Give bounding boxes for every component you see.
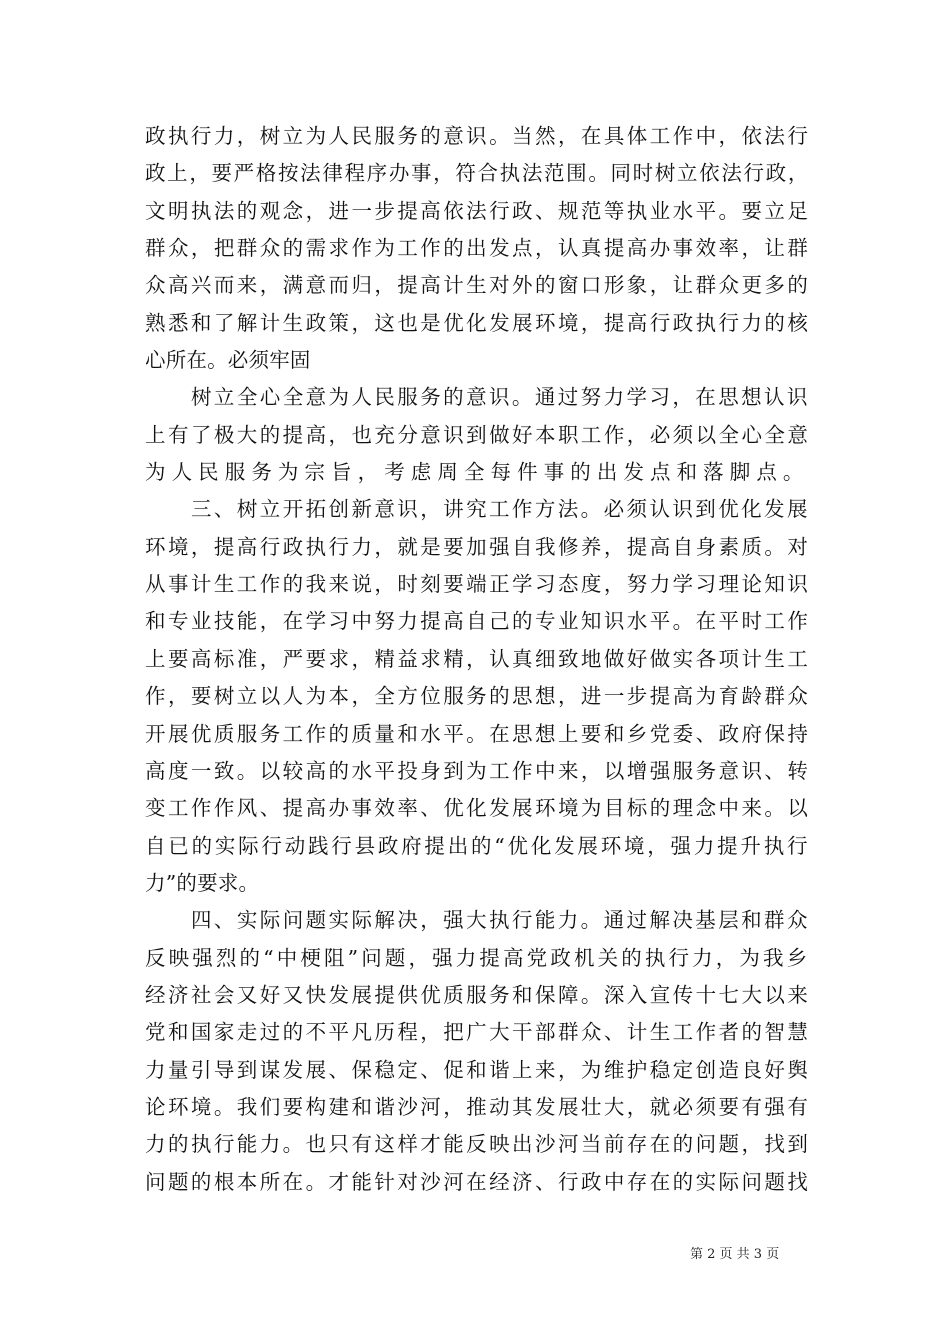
text-line: 自已的实际行动践行县政府提出的“优化发展环境，强力提升执行 bbox=[145, 833, 811, 858]
text-line: 开展优质服务工作的质量和水平。在思想上要和乡党委、政府保持 bbox=[145, 721, 811, 746]
text-line: 党和国家走过的不平凡历程，把广大干部群众、计生工作者的智慧 bbox=[145, 1020, 811, 1045]
text-line: 和专业技能，在学习中努力提高自己的专业知识水平。在平时工作 bbox=[145, 609, 811, 634]
text-line: 上有了极大的提高，也充分意识到做好本职工作，必须以全心全意 bbox=[145, 422, 811, 447]
text-line: 力的执行能力。也只有这样才能反映出沙河当前存在的问题，找到 bbox=[145, 1132, 811, 1157]
text-line: 力”的要求。 bbox=[145, 870, 260, 895]
text-line: 四、实际问题实际解决，强大执行能力。通过解决基层和群众 bbox=[191, 908, 810, 933]
text-line: 反映强烈的“中梗阻”问题，强力提高党政机关的执行力，为我乡 bbox=[145, 945, 811, 970]
text-line: 经济社会又好又快发展提供优质服务和保障。深入宣传十七大以来 bbox=[145, 982, 811, 1007]
text-line: 心所在。必须牢固 bbox=[145, 348, 311, 373]
text-line: 变工作作风、提高办事效率、优化发展环境为目标的理念中来。以 bbox=[145, 796, 811, 821]
text-line: 政执行力，树立为人民服务的意识。当然，在具体工作中，依法行 bbox=[145, 124, 811, 148]
text-line: 三、树立开拓创新意识，讲究工作方法。必须认识到优化发展 bbox=[191, 497, 810, 522]
text-line: 众高兴而来，满意而归，提高计生对外的窗口形象，让群众更多的 bbox=[145, 273, 811, 298]
text-line: 树立全心全意为人民服务的意识。通过努力学习，在思想认识 bbox=[191, 385, 810, 410]
text-line: 群众，把群众的需求作为工作的出发点，认真提高办事效率，让群 bbox=[145, 236, 811, 261]
text-line: 为人民服务为宗旨，考虑周全每件事的出发点和落脚点。 bbox=[145, 460, 810, 485]
text-line: 论环境。我们要构建和谐沙河，推动其发展壮大，就必须要有强有 bbox=[145, 1094, 811, 1119]
text-line: 环境，提高行政执行力，就是要加强自我修养，提高自身素质。对 bbox=[145, 534, 811, 559]
text-line: 政上，要严格按法律程序办事，符合执法范围。同时树立依法行政， bbox=[145, 161, 810, 186]
page-number-footer: 第 2 页 共 3 页 bbox=[690, 1247, 780, 1262]
document-body bbox=[145, 118, 810, 1201]
text-line: 高度一致。以较高的水平投身到为工作中来，以增强服务意识、转 bbox=[145, 758, 811, 783]
text-line: 熟悉和了解计生政策，这也是优化发展环境，提高行政执行力的核 bbox=[145, 310, 811, 335]
text-line: 文明执法的观念，进一步提高依法行政、规范等执业水平。要立足 bbox=[145, 198, 811, 223]
text-line: 力量引导到谋发展、保稳定、促和谐上来，为维护稳定创造良好舆 bbox=[145, 1057, 811, 1082]
text-line: 作，要树立以人为本，全方位服务的思想，进一步提高为育龄群众 bbox=[145, 684, 811, 709]
text-line: 问题的根本所在。才能针对沙河在经济、行政中存在的实际问题找 bbox=[145, 1169, 811, 1194]
text-line: 从事计生工作的我来说，时刻要端正学习态度，努力学习理论知识 bbox=[145, 572, 811, 597]
text-line: 上要高标准，严要求，精益求精，认真细致地做好做实各项计生工 bbox=[145, 646, 811, 671]
